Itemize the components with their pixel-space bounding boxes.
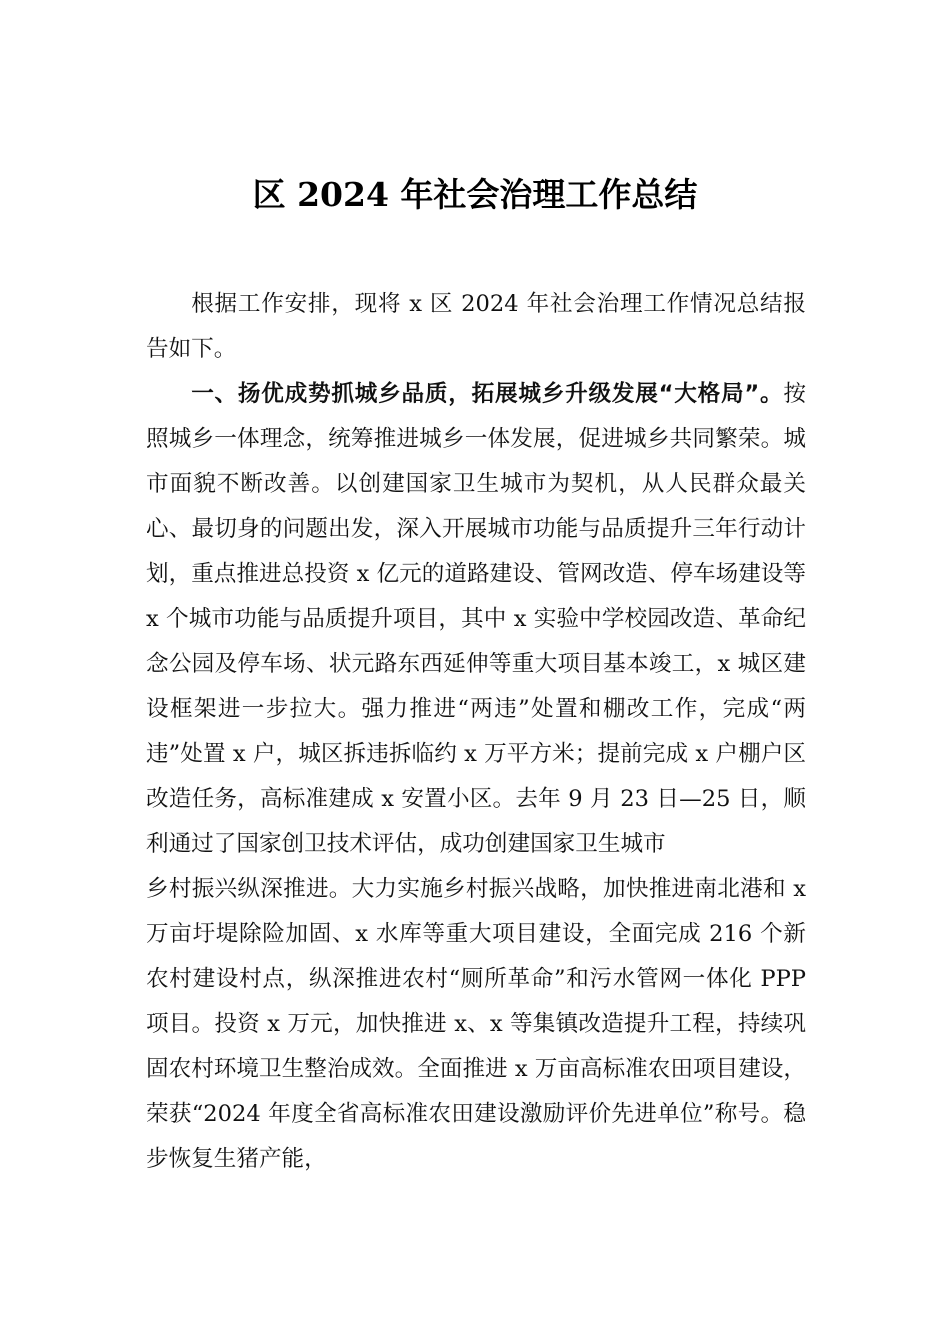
section-1-paragraph [146, 372, 806, 867]
document-title: 区 2024 年社会治理工作总结 [252, 175, 698, 214]
document-body [146, 282, 806, 1182]
section-1-heading: 一、扬优成势抓城乡品质，拓展城乡升级发展“大格局”。 [191, 381, 784, 407]
intro-paragraph: 根据工作安排，现将 x 区 2024 年社会治理工作情况总结报告如下。 [146, 291, 806, 362]
section-1-rural-paragraph: 乡村振兴纵深推进。大力实施乡村振兴战略，加快推进南北港和 x 万亩圩堤除险加固、x 水库等重大项目建设，全面完成 216 个新农村建设村点，纵深推进农村“厕所革命”和污水管网一体化 PPP 项目。投资 x 万元，加快推进 x、x 等集镇改造提升工程，持续巩固农村环境卫生整治成效。全面推进 x 万亩高标准农田项目建设，荣获“2024 年度全省高标准农田建设激励评价先进单位”称号。稳步恢复生猪产能， [146, 876, 806, 1172]
section-1-body: 按照城乡一体理念，统筹推进城乡一体发展，促进城乡共同繁荣。城市面貌不断改善。以创建国家卫生城市为契机，从人民群众最关心、最切身的问题出发，深入开展城市功能与品质提升三年行动计划，重点推进总投资 x 亿元的道路建设、管网改造、停车场建设等 x 个城市功能与品质提升项目，其中 x 实验中学校园改造、革命纪念公园及停车场、状元路东西延伸等重大项目基本竣工，x 城区建设框架进一步拉大。强力推进“两违”处置和棚改工作，完成“两违”处置 x 户，城区拆违拆临约 x 万平方米；提前完成 x 户棚户区改造任务，高标准建成 x 安置小区。去年 9 月 23 日—25 日，顺利通过了国家创卫技术评估，成功创建国家卫生城市 [146, 381, 806, 857]
